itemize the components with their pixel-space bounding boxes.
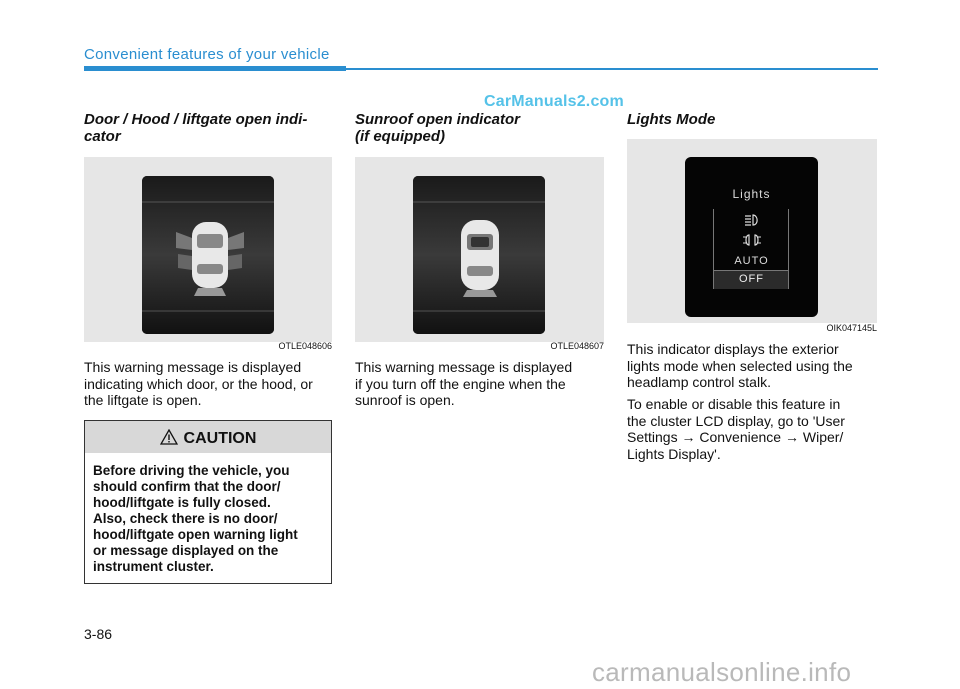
text-line: instrument cluster.: [93, 559, 214, 574]
figure-code: OTLE048607: [550, 341, 604, 351]
door-indicator-heading: [84, 111, 334, 145]
warning-triangle-icon: [160, 429, 178, 445]
text-line: the liftgate is open.: [84, 392, 202, 408]
watermark-top: CarManuals2.com: [484, 93, 624, 110]
lights-display-title: Lights: [732, 187, 771, 201]
sunroof-indicator-figure: [355, 157, 604, 342]
text-line: indicating which door, or the hood, or: [84, 375, 313, 392]
lights-mode-heading: Lights Mode: [627, 111, 716, 128]
header-rule-accent: [84, 66, 346, 71]
text-line: Also, check there is no door/: [93, 511, 278, 526]
text-line: sunroof is open.: [355, 392, 455, 408]
heading-line: cator: [84, 128, 121, 145]
caution-box: [84, 420, 332, 584]
text-line: Settings → Convenience → Wiper/: [627, 429, 844, 445]
text-line: lights mode when selected using the: [627, 357, 853, 374]
caution-text: [93, 463, 323, 575]
auto-option: AUTO: [734, 255, 769, 267]
cluster-screen: [685, 157, 818, 317]
caution-title-text: CAUTION: [183, 430, 257, 447]
heading-line: Door / Hood / liftgate open indi-: [84, 111, 308, 128]
text-line: This warning message is displayed: [84, 359, 302, 375]
text-line: To enable or disable this feature in: [627, 396, 841, 412]
cluster-screen: [413, 176, 545, 334]
text-line: Before driving the vehicle, you: [93, 463, 290, 478]
text-line: if you turn off the engine when the: [355, 375, 566, 392]
sunroof-indicator-heading: [355, 111, 605, 145]
text-line: headlamp control stalk.: [627, 374, 771, 390]
figure-code: OTLE048606: [278, 341, 332, 351]
sunroof-indicator-description: [355, 359, 605, 409]
car-doors-open-icon: [142, 176, 274, 334]
text-line: Lights Display'.: [627, 445, 721, 462]
door-indicator-figure: [84, 157, 332, 342]
caution-header: [85, 421, 331, 453]
parking-lamp-icon: [685, 233, 818, 252]
caution-title: [85, 429, 331, 448]
cluster-screen: [142, 176, 274, 334]
lights-mode-figure: [627, 139, 877, 323]
text-line: the cluster LCD display, go to 'User: [627, 412, 845, 429]
text-line: hood/liftgate open warning light: [93, 527, 298, 542]
door-indicator-description: [84, 359, 334, 409]
lights-mode-description: [627, 341, 877, 391]
text-line: This indicator displays the exterior: [627, 341, 839, 357]
lights-mode-settings-instruction: [627, 396, 877, 462]
car-sunroof-open-icon: [413, 176, 545, 334]
heading-line: (if equipped): [355, 128, 445, 145]
text-line: hood/liftgate is fully closed.: [93, 495, 271, 510]
headlamp-icon: [685, 213, 818, 232]
text-line: This warning message is displayed: [355, 359, 573, 375]
footer-watermark: carmanualsonline.info: [592, 657, 852, 687]
figure-code: OIK047145L: [826, 323, 877, 333]
off-option: OFF: [739, 273, 764, 285]
section-title: Convenient features of your vehicle: [84, 46, 330, 63]
text-line: should confirm that the door/: [93, 479, 281, 494]
text-line: or message displayed on the: [93, 543, 279, 558]
heading-line: Sunroof open indicator: [355, 111, 520, 128]
page-number: 3-86: [84, 626, 113, 642]
